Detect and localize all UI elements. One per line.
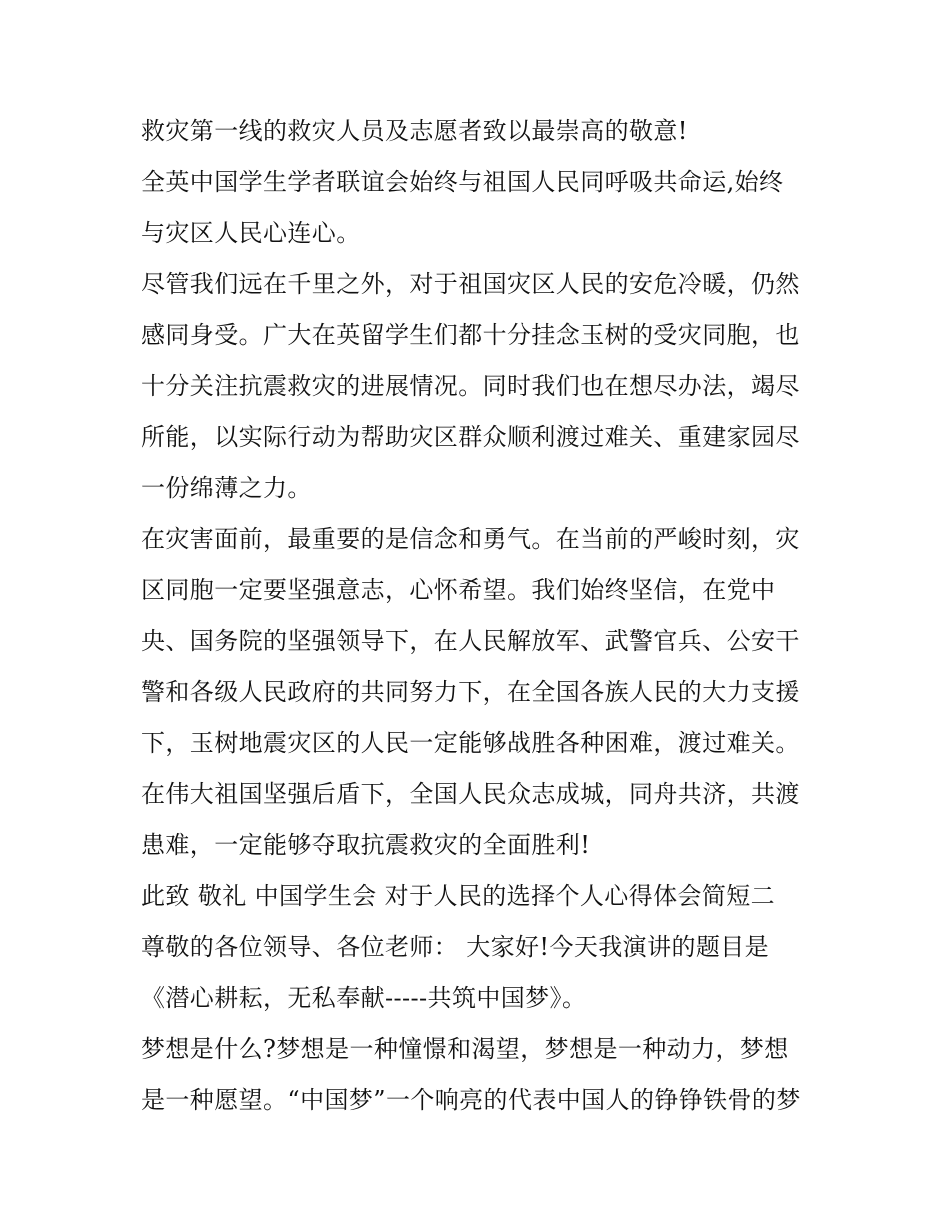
text-line: 《潜心耕耘，无私奉献-----共筑中国梦》。 [141, 984, 587, 1012]
text-line: 尊敬的各位领导、各位老师： 大家好!今天我演讲的题目是 [141, 933, 770, 961]
text-line: 一份绵薄之力。 [141, 474, 312, 502]
text-line: 是一种愿望。“中国梦”一个响亮的代表中国人的铮铮铁骨的梦 [141, 1086, 801, 1114]
text-line: 十分关注抗震救灾的进展情况。同时我们也在想尽办法，竭尽 [141, 372, 800, 400]
text-line: 此致 敬礼 中国学生会 对于人民的选择个人心得体会简短二 [141, 882, 776, 910]
text-line: 救灾第一线的救灾人员及志愿者致以最崇高的敬意! [141, 117, 688, 145]
text-line: 全英中国学生学者联谊会始终与祖国人民同呼吸共命运,始终 [141, 168, 784, 196]
text-line: 下，玉树地震灾区的人民一定能够战胜各种困难，渡过难关。 [141, 729, 800, 757]
text-line: 所能，以实际行动为帮助灾区群众顺利渡过难关、重建家园尽 [141, 423, 800, 451]
text-line: 与灾区人民心连心。 [141, 219, 361, 247]
text-line: 患难，一定能够夺取抗震救灾的全面胜利! [141, 831, 591, 859]
document-body [141, 106, 831, 1126]
text-line: 在伟大祖国坚强后盾下，全国人民众志成城，同舟共济，共渡 [141, 780, 800, 808]
text-line: 央、国务院的坚强领导下，在人民解放军、武警官兵、公安干 [141, 627, 800, 655]
text-line: 感同身受。广大在英留学生们都十分挂念玉树的受灾同胞，也 [141, 321, 800, 349]
text-line: 警和各级人民政府的共同努力下，在全国各族人民的大力支援 [141, 678, 800, 706]
text-line: 尽管我们远在千里之外，对于祖国灾区人民的安危冷暖，仍然 [141, 270, 800, 298]
text-line: 在灾害面前，最重要的是信念和勇气。在当前的严峻时刻，灾 [141, 525, 800, 553]
text-line: 区同胞一定要坚强意志，心怀希望。我们始终坚信，在党中 [141, 576, 776, 604]
text-line: 梦想是什么?梦想是一种憧憬和渴望，梦想是一种动力，梦想 [141, 1035, 789, 1063]
